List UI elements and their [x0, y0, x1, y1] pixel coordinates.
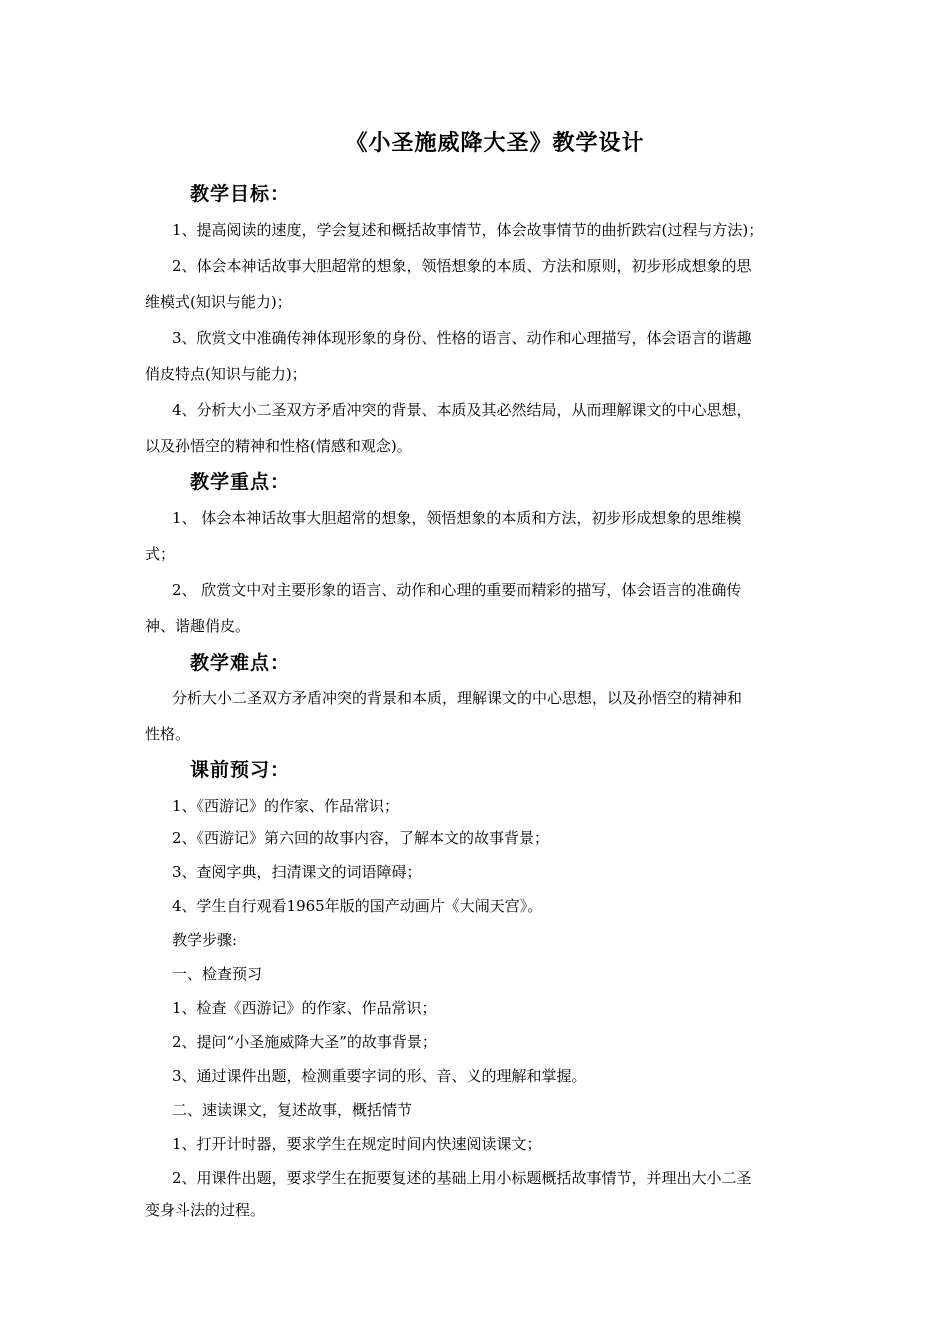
heading-key-points: 教学重点：: [190, 471, 291, 493]
key-point-2-line: 2、 欣赏文中对主要形象的语言、动作和心理的重要而精彩的描写，体会语言的准确传: [172, 581, 742, 599]
document-title: 《小圣施威降大圣》教学设计: [345, 130, 645, 156]
heading-teaching-goals: 教学目标：: [190, 183, 291, 205]
step-one-heading: 一、检查预习: [172, 965, 263, 983]
preview-line-4: 4、学生自行观看1965年版的国产动画片《大闹天宫》。: [172, 897, 543, 915]
difficulty-line: 分析大小二圣双方矛盾冲突的背景和本质，理解课文的中心思想，以及孙悟空的精神和: [172, 689, 743, 707]
preview-line-1: 1、《西游记》的作家、作品常识；: [172, 797, 400, 815]
goal-4-line: 4、分析大小二圣双方矛盾冲突的背景、本质及其必然结局，从而理解课文的中心思想，: [172, 401, 752, 419]
difficulty-cont: 性格。: [145, 725, 191, 743]
goal-2-line: 2、体会本神话故事大胆超常的想象，领悟想象的本质、方法和原则，初步形成想象的思: [172, 257, 752, 275]
step-two-heading: 二、速读课文，复述故事，概括情节: [172, 1101, 413, 1119]
step-two-item-1: 1、打开计时器，要求学生在规定时间内快速阅读课文；: [172, 1135, 542, 1153]
step-two-item-2-cont: 变身斗法的过程。: [145, 1201, 266, 1219]
heading-preview: 课前预习：: [190, 759, 291, 781]
goal-2-cont: 维模式(知识与能力)；: [145, 293, 292, 311]
preview-line-2: 2、《西游记》第六回的故事内容，了解本文的故事背景；: [172, 829, 550, 847]
steps-label: 教学步骤:: [172, 931, 238, 949]
heading-difficulties: 教学难点：: [190, 652, 291, 674]
key-point-1-cont: 式；: [145, 545, 176, 563]
goal-3-cont: 俏皮特点(知识与能力)；: [145, 365, 307, 383]
preview-line-3: 3、查阅字典，扫清课文的词语障碍；: [172, 863, 422, 881]
step-two-item-2: 2、用课件出题，要求学生在扼要复述的基础上用小标题概括故事情节，并理出大小二圣: [172, 1169, 752, 1187]
goal-1-line: 1、提高阅读的速度，学会复述和概括故事情节，体会故事情节的曲折跌宕(过程与方法)；: [172, 221, 764, 239]
goal-3-line: 3、欣赏文中准确传神体现形象的身份、性格的语言、动作和心理描写，体会语言的谐趣: [172, 329, 752, 347]
step-one-item-2: 2、提问“小圣施威降大圣”的故事背景；: [172, 1033, 437, 1051]
goal-4-cont: 以及孙悟空的精神和性格(情感和观念)。: [145, 437, 412, 455]
key-point-1-line: 1、 体会本神话故事大胆超常的想象，领悟想象的本质和方法，初步形成想象的思维模: [172, 509, 742, 527]
step-one-item-3: 3、通过课件出题，检测重要字词的形、音、义的理解和掌握。: [172, 1067, 587, 1085]
step-one-item-1: 1、检查《西游记》的作家、作品常识；: [172, 999, 437, 1017]
key-point-2-cont: 神、谐趣俏皮。: [145, 617, 251, 635]
